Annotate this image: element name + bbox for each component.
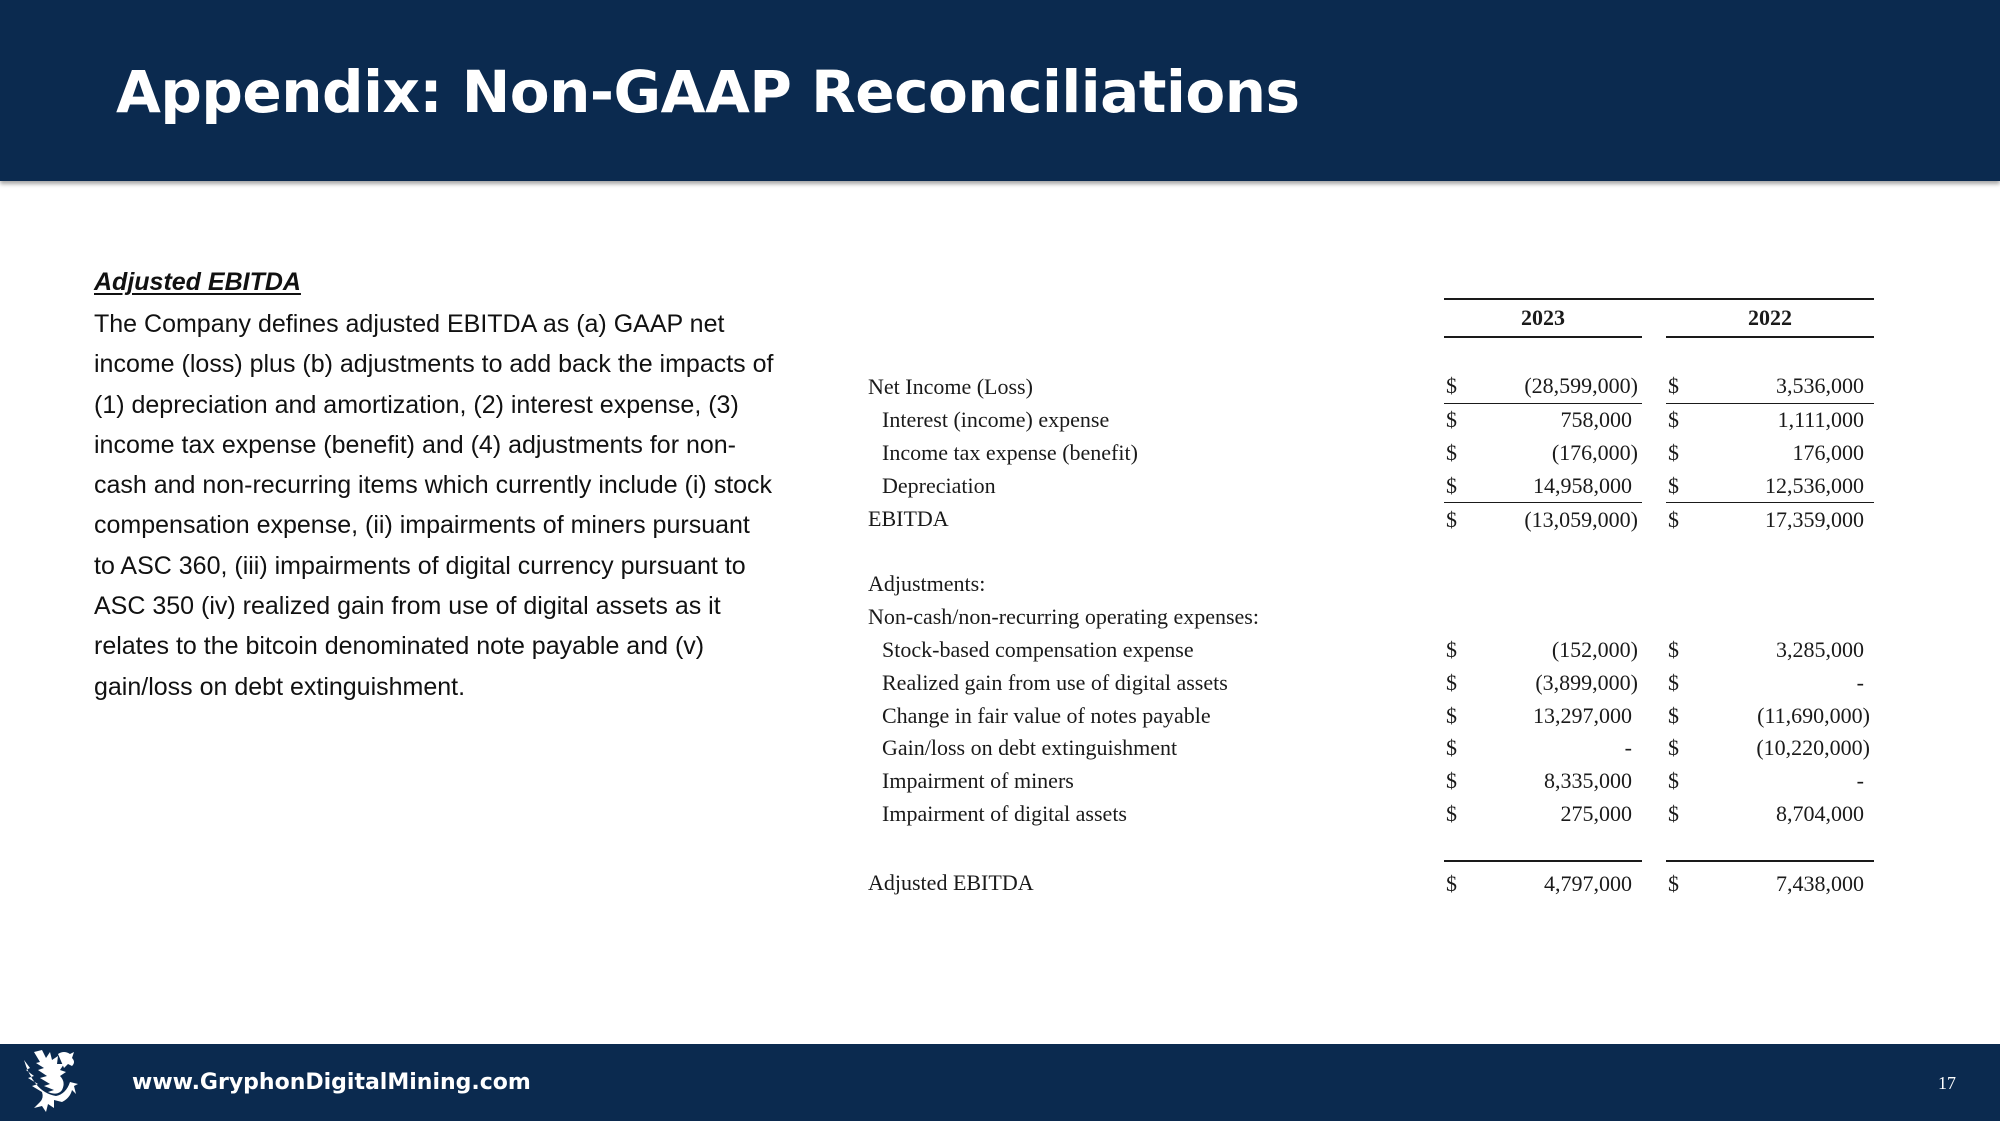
row-label: Non-cash/non-recurring operating expenses: (868, 604, 1259, 630)
value-2022: (10,220,000) (1756, 735, 1870, 761)
currency-symbol: $ (1668, 702, 1679, 728)
page-number: 17 (1938, 1073, 1956, 1093)
table-row (868, 634, 1874, 667)
table-row-total (868, 861, 1874, 905)
currency-symbol: $ (1446, 439, 1457, 465)
currency-symbol: $ (1668, 669, 1679, 695)
currency-symbol: $ (1446, 702, 1457, 728)
row-label: Change in fair value of notes payable (882, 702, 1211, 728)
row-label: Adjustments: (868, 571, 986, 597)
column-header-2023: 2023 (1444, 299, 1642, 337)
table-row (868, 437, 1874, 470)
value-2023: (13,059,000) (1524, 506, 1638, 532)
currency-symbol: $ (1446, 768, 1457, 794)
value-2022: - (1856, 768, 1864, 794)
definition-text: The Company defines adjusted EBITDA as (a) GAAP net income (loss) plus (b) adjustments to add back the impacts of (1) depreciation and amortization, (2) interest expense, (3) income tax expense (benefit) and (4) adjustments for non-cash and non-recurring items which currently include (i) stock compensation expense, (ii) impairments of miners pursuant to ASC 360, (iii) impairments of digital currency pursuant to ASC 350 (iv) realized gain from use of digital assets as it relates to the bitcoin denominated note payable and (v) gain/loss on debt extinguishment. (94, 310, 774, 701)
currency-symbol: $ (1446, 735, 1457, 761)
value-2023: 14,958,000 (1472, 469, 1642, 502)
currency-symbol: $ (1668, 636, 1679, 662)
table-row (868, 503, 1874, 536)
value-2022: 17,359,000 (1765, 506, 1864, 532)
value-2023: 13,297,000 (1533, 702, 1632, 728)
gryphon-logo-icon (14, 1046, 84, 1118)
value-2022: 7,438,000 (1696, 861, 1874, 905)
table-row (868, 601, 1874, 634)
currency-symbol: $ (1668, 407, 1679, 433)
row-label: Impairment of digital assets (882, 800, 1127, 826)
value-2023: 275,000 (1560, 800, 1632, 826)
table-row (868, 469, 1874, 502)
value-2022: 8,704,000 (1776, 800, 1864, 826)
currency-symbol: $ (1446, 636, 1457, 662)
table-row (868, 568, 1874, 601)
row-label: Interest (income) expense (882, 406, 1110, 432)
currency-symbol: $ (1446, 669, 1457, 695)
table-row (868, 370, 1874, 403)
currency-symbol: $ (1446, 506, 1457, 532)
value-2023: 4,797,000 (1472, 861, 1642, 905)
table-row (868, 699, 1874, 732)
row-label: Net Income (Loss) (868, 373, 1033, 399)
currency-symbol: $ (1666, 861, 1696, 905)
value-2022: 176,000 (1792, 439, 1864, 465)
table-row (868, 732, 1874, 765)
row-label: EBITDA (868, 506, 949, 532)
value-2022: (11,690,000) (1757, 702, 1870, 728)
row-label: Adjusted EBITDA (868, 870, 1034, 896)
value-2023: (176,000) (1551, 439, 1638, 465)
currency-symbol: $ (1668, 735, 1679, 761)
currency-symbol: $ (1668, 800, 1679, 826)
currency-symbol: $ (1666, 469, 1696, 502)
value-2023: 758,000 (1560, 407, 1632, 433)
reconciliation-table (868, 298, 1874, 905)
section-heading: Adjusted EBITDA (94, 268, 301, 296)
column-header-2022: 2022 (1666, 299, 1874, 337)
table-row (868, 403, 1874, 436)
currency-symbol: $ (1666, 370, 1696, 403)
website-link[interactable]: www.GryphonDigitalMining.com (132, 1070, 531, 1095)
value-2022: - (1856, 669, 1864, 695)
currency-symbol: $ (1446, 407, 1457, 433)
table-row (868, 666, 1874, 699)
value-2022: 1,111,000 (1777, 407, 1864, 433)
value-2022: 12,536,000 (1696, 469, 1874, 502)
row-label: Impairment of miners (882, 768, 1074, 794)
table-row (868, 765, 1874, 798)
value-2023: 8,335,000 (1544, 768, 1632, 794)
currency-symbol: $ (1668, 506, 1679, 532)
value-2023: (152,000) (1551, 636, 1638, 662)
table-row (868, 798, 1874, 831)
currency-symbol: $ (1668, 439, 1679, 465)
currency-symbol: $ (1444, 861, 1472, 905)
currency-symbol: $ (1444, 469, 1472, 502)
row-label: Gain/loss on debt extinguishment (882, 735, 1178, 761)
row-label: Income tax expense (benefit) (882, 439, 1138, 465)
row-label: Realized gain from use of digital assets (882, 669, 1228, 695)
page-title: Appendix: Non-GAAP Reconciliations (116, 58, 1300, 126)
value-2023: (28,599,000) (1472, 370, 1642, 403)
value-2022: 3,285,000 (1776, 636, 1864, 662)
value-2023: (3,899,000) (1535, 669, 1638, 695)
row-label: Stock-based compensation expense (882, 636, 1194, 662)
row-label: Depreciation (882, 473, 996, 499)
value-2022: 3,536,000 (1696, 370, 1874, 403)
currency-symbol: $ (1446, 800, 1457, 826)
table-header-row (868, 299, 1874, 337)
currency-symbol: $ (1444, 370, 1472, 403)
value-2023: - (1624, 735, 1632, 761)
currency-symbol: $ (1668, 768, 1679, 794)
